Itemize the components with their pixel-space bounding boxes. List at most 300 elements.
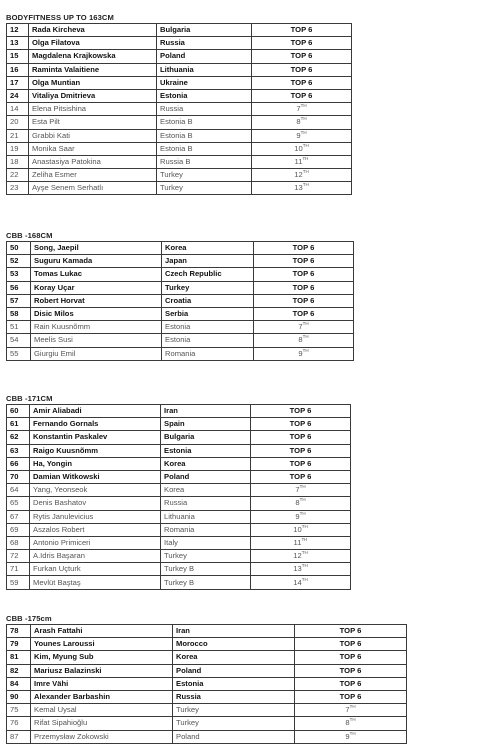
placing xyxy=(251,457,351,470)
competitor-country: Estonia xyxy=(173,677,295,690)
competitor-country: Turkey B xyxy=(161,576,251,589)
competitor-number: 52 xyxy=(7,255,31,268)
competitor-name: Kim, Myung Sub xyxy=(31,651,173,664)
placing-value: TOP 6 xyxy=(290,77,313,87)
placing xyxy=(252,37,352,50)
placing xyxy=(251,484,351,497)
table-row xyxy=(7,664,407,677)
placing-suffix: TH xyxy=(302,347,309,353)
competitor-number: 53 xyxy=(7,268,31,281)
competitor-country: Korea xyxy=(173,651,295,664)
section-cbb-171 xyxy=(6,393,351,590)
section-title: CBB -175cm xyxy=(6,614,52,623)
placing-suffix: TH xyxy=(301,576,308,582)
competitor-number: 23 xyxy=(7,182,29,195)
competitor-number: 69 xyxy=(7,523,30,536)
competitor-country: Russia xyxy=(161,497,251,510)
placing xyxy=(295,625,407,638)
competitor-country: Spain xyxy=(161,418,251,431)
competitor-name: Vitaliya Dmitrieva xyxy=(29,89,157,102)
placing-value: TOP 6 xyxy=(290,91,313,101)
placing-value: TOP 6 xyxy=(289,445,312,455)
placing-suffix: TH xyxy=(302,142,309,148)
competitor-country: Turkey xyxy=(161,550,251,563)
competitor-number: 62 xyxy=(7,431,30,444)
competitor-name: Mevlüt Baştaş xyxy=(30,576,161,589)
competitor-number: 15 xyxy=(7,50,29,63)
competitor-number: 20 xyxy=(7,116,29,129)
placing xyxy=(252,155,352,168)
competitor-number: 50 xyxy=(7,242,31,255)
competitor-name: Rada Kircheva xyxy=(29,24,157,37)
placing-value: TOP 6 xyxy=(339,665,362,675)
placing-value: TOP 6 xyxy=(339,692,362,702)
table-row xyxy=(7,470,351,483)
section-cbb-175 xyxy=(6,613,407,744)
placing-value: TOP 6 xyxy=(289,432,312,442)
placing xyxy=(295,717,407,730)
table-row xyxy=(7,142,352,155)
placing-suffix: TH xyxy=(299,484,306,490)
competitor-name: Raminta Valaitiene xyxy=(29,63,157,76)
competitor-country: Turkey B xyxy=(161,563,251,576)
placing-value: TOP 6 xyxy=(292,295,315,305)
section-bodyfitness xyxy=(6,12,352,195)
competitor-number: 57 xyxy=(7,294,31,307)
competitor-country: Russia xyxy=(157,103,252,116)
table-row xyxy=(7,704,407,717)
placing-suffix: TH xyxy=(300,116,307,122)
table-row xyxy=(7,536,351,549)
placing-value: TOP 6 xyxy=(289,458,312,468)
placing-suffix: TH xyxy=(302,155,309,161)
competitor-number: 70 xyxy=(7,470,30,483)
table-row xyxy=(7,677,407,690)
competitor-name: Rytis Janulevicius xyxy=(30,510,161,523)
section-title: CBB -171CM xyxy=(6,394,53,403)
table-row xyxy=(7,550,351,563)
placing xyxy=(251,576,351,589)
table-row xyxy=(7,50,352,63)
placing-value: TOP 6 xyxy=(292,282,315,292)
results-table xyxy=(6,23,352,195)
placing xyxy=(295,638,407,651)
competitor-name: Olga Filatova xyxy=(29,37,157,50)
placing-suffix: TH xyxy=(299,497,306,503)
table-row xyxy=(7,651,407,664)
table-row xyxy=(7,24,352,37)
competitor-number: 58 xyxy=(7,307,31,320)
table-row xyxy=(7,103,352,116)
competitor-name: Aszalos Robert xyxy=(30,523,161,536)
placing xyxy=(251,497,351,510)
placing xyxy=(252,89,352,102)
placing-value: 13 xyxy=(293,564,302,574)
table-row xyxy=(7,37,352,50)
table-row xyxy=(7,334,354,347)
placing xyxy=(295,704,407,717)
placing-value: TOP 6 xyxy=(292,269,315,279)
placing xyxy=(251,510,351,523)
results-table xyxy=(6,624,407,744)
table-row xyxy=(7,294,354,307)
competitor-name: Imre Vähi xyxy=(31,677,173,690)
placing-value: 7 xyxy=(296,104,301,114)
placing-value: 7 xyxy=(345,705,350,715)
table-row xyxy=(7,625,407,638)
table-row xyxy=(7,418,351,431)
competitor-country: Estonia B xyxy=(157,129,252,142)
competitor-number: 79 xyxy=(7,638,31,651)
competitor-country: Italy xyxy=(161,536,251,549)
placing-value: 7 xyxy=(295,485,300,495)
competitor-name: Tomas Lukac xyxy=(31,268,162,281)
placing xyxy=(252,76,352,89)
section-title: BODYFITNESS UP TO 163CM xyxy=(6,13,114,22)
table-row xyxy=(7,347,354,360)
competitor-name: Rain Kuusnõmm xyxy=(31,321,162,334)
competitor-country: Poland xyxy=(157,50,252,63)
competitor-country: Estonia B xyxy=(157,142,252,155)
table-row xyxy=(7,255,354,268)
competitor-country: Russia xyxy=(157,37,252,50)
competitor-name: Konstantin Paskalev xyxy=(30,431,161,444)
competitor-name: Esta Pilt xyxy=(29,116,157,129)
competitor-name: Suguru Kamada xyxy=(31,255,162,268)
placing-value: TOP 6 xyxy=(290,25,313,35)
table-row xyxy=(7,155,352,168)
placing-suffix: TH xyxy=(301,523,308,529)
table-row xyxy=(7,563,351,576)
placing xyxy=(252,116,352,129)
competitor-number: 24 xyxy=(7,89,29,102)
competitor-country: Korea xyxy=(161,484,251,497)
competitor-name: Grabbi Kati xyxy=(29,129,157,142)
placing-value: TOP 6 xyxy=(292,243,315,253)
competitor-number: 67 xyxy=(7,510,30,523)
placing-suffix: TH xyxy=(349,704,356,710)
placing xyxy=(251,444,351,457)
placing-suffix: TH xyxy=(302,334,309,340)
placing-value: 8 xyxy=(345,718,350,728)
placing-value: TOP 6 xyxy=(339,639,362,649)
competitor-name: Zeliha Esmer xyxy=(29,169,157,182)
competitor-number: 16 xyxy=(7,63,29,76)
table-row xyxy=(7,444,351,457)
competitor-number: 81 xyxy=(7,651,31,664)
placing-suffix: TH xyxy=(299,510,306,516)
competitor-country: Korea xyxy=(161,457,251,470)
competitor-country: Romania xyxy=(162,347,254,360)
competitor-number: 54 xyxy=(7,334,31,347)
table-row xyxy=(7,638,407,651)
competitor-country: Lithuania xyxy=(161,510,251,523)
table-row xyxy=(7,510,351,523)
competitor-name: Fernando Gornals xyxy=(30,418,161,431)
placing-value: TOP 6 xyxy=(339,678,362,688)
competitor-number: 14 xyxy=(7,103,29,116)
competitor-number: 61 xyxy=(7,418,30,431)
competitor-country: Ukraine xyxy=(157,76,252,89)
table-row xyxy=(7,242,354,255)
placing-suffix: TH xyxy=(301,550,308,556)
table-row xyxy=(7,457,351,470)
placing xyxy=(252,63,352,76)
table-row xyxy=(7,523,351,536)
competitor-country: Turkey xyxy=(157,169,252,182)
competitor-name: Denis Bashatov xyxy=(30,497,161,510)
table-row xyxy=(7,576,351,589)
placing xyxy=(251,418,351,431)
competitor-country: Serbia xyxy=(162,307,254,320)
placing-value: TOP 6 xyxy=(290,64,313,74)
placing xyxy=(252,50,352,63)
competitor-number: 51 xyxy=(7,321,31,334)
competitor-name: Meelis Susi xyxy=(31,334,162,347)
table-row xyxy=(7,497,351,510)
competitor-country: Poland xyxy=(173,664,295,677)
placing-suffix: TH xyxy=(300,129,307,135)
competitor-name: Rifat Sipahioğlu xyxy=(31,717,173,730)
placing xyxy=(251,405,351,418)
results-table xyxy=(6,404,351,590)
table-row xyxy=(7,484,351,497)
competitor-number: 19 xyxy=(7,142,29,155)
placing-value: 10 xyxy=(293,524,302,534)
placing-value: TOP 6 xyxy=(290,51,313,61)
competitor-country: Croatia xyxy=(162,294,254,307)
competitor-country: Lithuania xyxy=(157,63,252,76)
placing-value: TOP 6 xyxy=(292,309,315,319)
placing-value: 10 xyxy=(294,143,303,153)
table-row xyxy=(7,307,354,320)
competitor-number: 13 xyxy=(7,37,29,50)
competitor-name: Mariusz Balazinski xyxy=(31,664,173,677)
competitor-number: 87 xyxy=(7,730,31,743)
competitor-name: Raigo Kuusnõmm xyxy=(30,444,161,457)
competitor-number: 68 xyxy=(7,536,30,549)
placing-value: 12 xyxy=(293,551,302,561)
competitor-name: Magdalena Krajkowska xyxy=(29,50,157,63)
table-row xyxy=(7,690,407,703)
competitor-number: 75 xyxy=(7,704,31,717)
section-cbb-168 xyxy=(6,230,354,361)
placing-value: TOP 6 xyxy=(292,256,315,266)
competitor-name: Olga Muntian xyxy=(29,76,157,89)
competitor-country: Korea xyxy=(162,242,254,255)
placing xyxy=(254,281,354,294)
competitor-number: 22 xyxy=(7,169,29,182)
placing xyxy=(251,536,351,549)
table-row xyxy=(7,321,354,334)
placing-value: 11 xyxy=(293,537,302,547)
competitor-name: Furkan Uçturk xyxy=(30,563,161,576)
competitor-country: Turkey xyxy=(173,717,295,730)
competitor-name: Arash Fattahi xyxy=(31,625,173,638)
competitor-number: 59 xyxy=(7,576,30,589)
competitor-name: Song, Jaepil xyxy=(31,242,162,255)
competitor-name: Damian Witkowski xyxy=(30,470,161,483)
competitor-country: Iran xyxy=(161,405,251,418)
placing-suffix: TH xyxy=(301,536,308,542)
placing-suffix: TH xyxy=(349,717,356,723)
table-row xyxy=(7,405,351,418)
placing xyxy=(251,563,351,576)
placing xyxy=(254,307,354,320)
table-row xyxy=(7,76,352,89)
competitor-name: Przemysław Zokowski xyxy=(31,730,173,743)
table-row xyxy=(7,169,352,182)
placing xyxy=(252,103,352,116)
competitor-name: Monika Saar xyxy=(29,142,157,155)
competitor-country: Poland xyxy=(161,470,251,483)
placing-value: TOP 6 xyxy=(290,38,313,48)
competitor-country: Turkey xyxy=(173,704,295,717)
competitor-name: Younes Laroussi xyxy=(31,638,173,651)
table-row xyxy=(7,281,354,294)
competitor-name: Koray Uçar xyxy=(31,281,162,294)
section-title: CBB -168CM xyxy=(6,231,53,240)
table-row xyxy=(7,268,354,281)
placing xyxy=(254,242,354,255)
competitor-name: Anastasiya Patokina xyxy=(29,155,157,168)
competitor-country: Bulgaria xyxy=(157,24,252,37)
table-row xyxy=(7,63,352,76)
placing xyxy=(295,664,407,677)
placing xyxy=(254,294,354,307)
competitor-country: Estonia B xyxy=(157,116,252,129)
placing xyxy=(254,255,354,268)
competitor-number: 65 xyxy=(7,497,30,510)
table-row xyxy=(7,431,351,444)
placing-value: TOP 6 xyxy=(289,472,312,482)
placing xyxy=(252,24,352,37)
table-row xyxy=(7,116,352,129)
competitor-name: Ayşe Senem Serhatlı xyxy=(29,182,157,195)
placing-suffix: TH xyxy=(301,563,308,569)
placing-suffix: TH xyxy=(302,182,309,188)
placing xyxy=(295,677,407,690)
placing-suffix: TH xyxy=(302,321,309,327)
competitor-country: Morocco xyxy=(173,638,295,651)
competitor-number: 60 xyxy=(7,405,30,418)
placing xyxy=(254,321,354,334)
table-row xyxy=(7,129,352,142)
competitor-number: 71 xyxy=(7,563,30,576)
competitor-name: Yang, Yeonseok xyxy=(30,484,161,497)
competitor-country: Bulgaria xyxy=(161,431,251,444)
placing-suffix: TH xyxy=(349,730,356,736)
competitor-name: Giurgiu Emil xyxy=(31,347,162,360)
competitor-country: Czech Republic xyxy=(162,268,254,281)
placing-value: 8 xyxy=(296,117,301,127)
placing-value: 14 xyxy=(293,577,302,587)
placing xyxy=(252,142,352,155)
competitor-number: 66 xyxy=(7,457,30,470)
competitor-number: 82 xyxy=(7,664,31,677)
competitor-country: Estonia xyxy=(162,334,254,347)
placing xyxy=(251,523,351,536)
competitor-country: Estonia xyxy=(162,321,254,334)
placing-value: 9 xyxy=(295,511,300,521)
table-row xyxy=(7,89,352,102)
competitor-country: Estonia xyxy=(161,444,251,457)
placing-value: TOP 6 xyxy=(289,419,312,429)
placing-value: 11 xyxy=(294,156,303,166)
competitor-country: Estonia xyxy=(157,89,252,102)
competitor-country: Poland xyxy=(173,730,295,743)
competitor-name: Robert Horvat xyxy=(31,294,162,307)
placing xyxy=(295,730,407,743)
competitor-name: Alexander Barbashin xyxy=(31,690,173,703)
competitor-number: 78 xyxy=(7,625,31,638)
placing-value: TOP 6 xyxy=(339,626,362,636)
competitor-name: Disic Milos xyxy=(31,307,162,320)
competitor-name: Antonio Primiceri xyxy=(30,536,161,549)
placing-value: 8 xyxy=(298,335,303,345)
competitor-country: Turkey xyxy=(157,182,252,195)
placing xyxy=(251,470,351,483)
competitor-country: Japan xyxy=(162,255,254,268)
competitor-country: Russia B xyxy=(157,155,252,168)
competitor-country: Turkey xyxy=(162,281,254,294)
placing xyxy=(252,129,352,142)
competitor-name: A.Idris Başaran xyxy=(30,550,161,563)
competitor-name: Ha, Yongin xyxy=(30,457,161,470)
competitor-number: 56 xyxy=(7,281,31,294)
competitor-country: Romania xyxy=(161,523,251,536)
placing xyxy=(295,651,407,664)
table-row xyxy=(7,717,407,730)
competitor-number: 55 xyxy=(7,347,31,360)
competitor-country: Iran xyxy=(173,625,295,638)
competitor-number: 90 xyxy=(7,690,31,703)
placing xyxy=(254,347,354,360)
placing xyxy=(251,431,351,444)
competitor-number: 18 xyxy=(7,155,29,168)
placing xyxy=(295,690,407,703)
placing-value: 9 xyxy=(345,731,350,741)
placing-suffix: TH xyxy=(300,103,307,109)
competitor-name: Elena Pitsishina xyxy=(29,103,157,116)
competitor-number: 64 xyxy=(7,484,30,497)
placing-value: 7 xyxy=(298,322,303,332)
placing-value: TOP 6 xyxy=(289,406,312,416)
competitor-name: Kemal Uysal xyxy=(31,704,173,717)
table-row xyxy=(7,730,407,743)
placing xyxy=(251,550,351,563)
placing-value: 9 xyxy=(296,130,301,140)
competitor-number: 63 xyxy=(7,444,30,457)
placing-suffix: TH xyxy=(302,169,309,175)
competitor-number: 12 xyxy=(7,24,29,37)
competitor-number: 76 xyxy=(7,717,31,730)
placing xyxy=(254,268,354,281)
competitor-country: Russia xyxy=(173,690,295,703)
placing-value: 13 xyxy=(294,183,303,193)
placing xyxy=(252,169,352,182)
placing-value: 9 xyxy=(298,348,303,358)
placing-value: 8 xyxy=(295,498,300,508)
competitor-number: 72 xyxy=(7,550,30,563)
placing-value: 12 xyxy=(294,170,303,180)
table-row xyxy=(7,182,352,195)
placing xyxy=(254,334,354,347)
competitor-number: 17 xyxy=(7,76,29,89)
placing xyxy=(252,182,352,195)
competitor-number: 21 xyxy=(7,129,29,142)
competitor-number: 84 xyxy=(7,677,31,690)
